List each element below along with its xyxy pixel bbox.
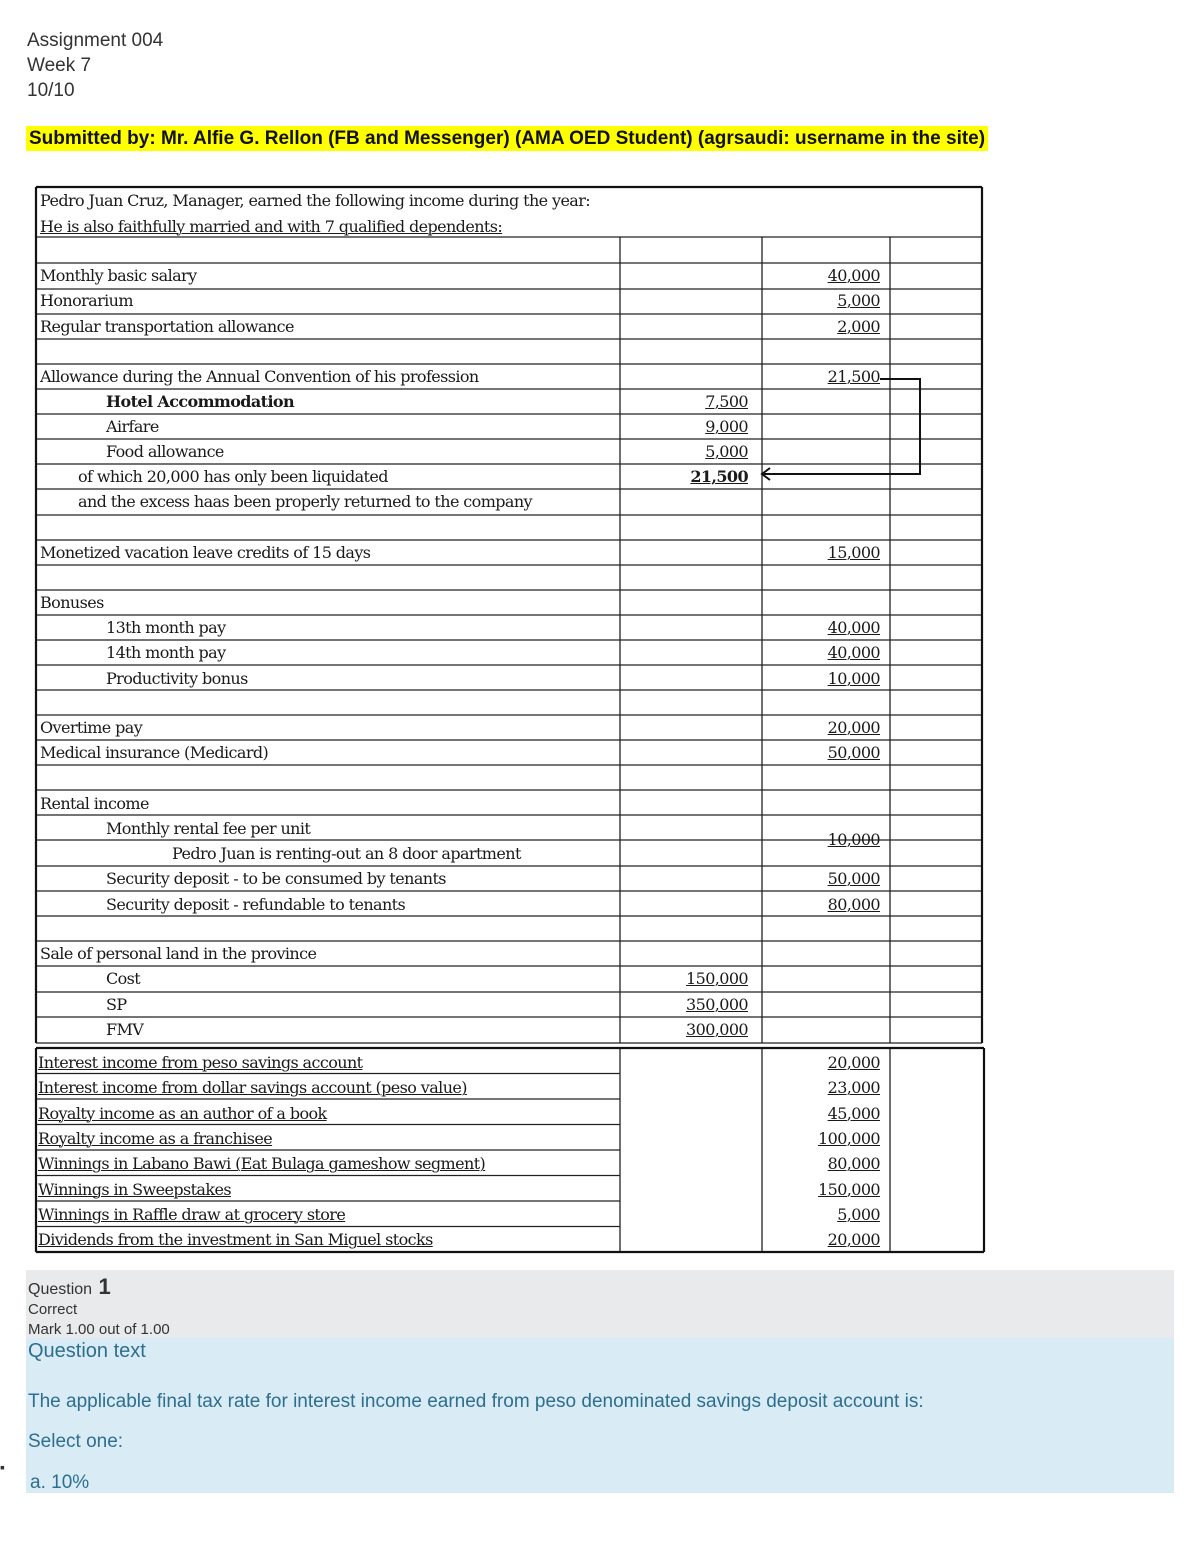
question-number: 1	[98, 1274, 111, 1299]
row-label: Productivity bonus	[106, 669, 248, 688]
score-label: 10/10	[27, 80, 75, 101]
income-label: Interest income from dollar savings account (peso value)	[38, 1078, 467, 1098]
row-value: 15,000	[827, 543, 880, 562]
row-sub-value: 9,000	[705, 417, 748, 436]
row-label: and the excess haas been properly returned to the company	[78, 492, 532, 511]
question-text-heading: Question text	[28, 1340, 146, 1362]
row-value: 40,000	[827, 618, 880, 637]
row-label: Regular transportation allowance	[40, 317, 294, 336]
income-label: Winnings in Sweepstakes	[38, 1179, 231, 1199]
question-body: The applicable final tax rate for interest income earned from peso denominated savings deposit account is:	[28, 1391, 924, 1412]
income-label: Royalty income as an author of a book	[38, 1103, 327, 1123]
income-label: Winnings in Labano Bawi (Eat Bulaga gameshow segment)	[38, 1154, 486, 1174]
income-label: Interest income from peso savings account	[38, 1053, 363, 1072]
row-label: Monthly rental fee per unit	[106, 819, 311, 838]
income-label: Royalty income as a franchisee	[38, 1128, 273, 1148]
income-value: 5,000	[837, 1204, 880, 1224]
row-sub-value: 7,500	[705, 392, 748, 411]
income-value: 150,000	[818, 1179, 880, 1199]
row-label: Medical insurance (Medicard)	[40, 743, 269, 762]
flag-icon[interactable]: ▪	[0, 1459, 5, 1475]
income-value: 20,000	[827, 1230, 880, 1250]
row-value: 21,500	[827, 367, 880, 386]
income-value: 45,000	[827, 1103, 880, 1123]
row-value: 50,000	[827, 869, 880, 888]
select-one-label: Select one:	[28, 1431, 124, 1452]
income-label: Dividends from the investment in San Miguel stocks	[38, 1230, 433, 1250]
row-label: FMV	[106, 1020, 144, 1039]
row-label: 13th month pay	[106, 618, 226, 637]
row-label: Cost	[106, 969, 141, 988]
row-label: Bonuses	[40, 593, 104, 612]
income-value: 23,000	[827, 1078, 880, 1098]
row-value: 2,000	[837, 317, 880, 336]
row-label: Security deposit - refundable to tenants	[106, 895, 406, 914]
assignment-title: Assignment 004	[27, 30, 164, 51]
row-value: 50,000	[827, 743, 880, 762]
row-value: 40,000	[827, 643, 880, 662]
row-value: 20,000	[827, 718, 880, 737]
row-label: Sale of personal land in the province	[40, 944, 317, 963]
income-value: 100,000	[818, 1128, 880, 1148]
row-value: 10,000	[827, 669, 880, 688]
question-text-panel	[26, 1338, 1174, 1493]
row-label: of which 20,000 has only been liquidated	[78, 467, 388, 486]
row-label: Honorarium	[40, 291, 133, 310]
row-label: Allowance during the Annual Convention of his profession	[40, 367, 479, 386]
question-number-label: Question 1	[28, 1274, 111, 1299]
submitted-by-banner: Submitted by: Mr. Alfie G. Rellon (FB and Messenger) (AMA OED Student) (agrsaudi: username in the site)	[26, 126, 988, 151]
row-label: Monetized vacation leave credits of 15 days	[40, 543, 371, 562]
row-sub-value: 150,000	[686, 969, 748, 988]
row-sub-value: 300,000	[686, 1020, 748, 1039]
question-state: Correct	[28, 1301, 78, 1318]
row-label: Food allowance	[106, 442, 224, 461]
row-sub-value: 5,000	[705, 442, 748, 461]
row-label: Hotel Accommodation	[106, 392, 295, 411]
week-label: Week 7	[27, 55, 92, 76]
income-label: Winnings in Raffle draw at grocery store	[38, 1204, 346, 1224]
row-label: Monthly basic salary	[40, 266, 197, 285]
question-info	[26, 1270, 1174, 1338]
row-label: 14th month pay	[106, 643, 226, 662]
row-value: 10,000	[827, 830, 880, 849]
bracket-arrow-icon	[762, 379, 920, 480]
question-mark: Mark 1.00 out of 1.00	[28, 1321, 170, 1338]
row-label: Rental income	[40, 794, 149, 813]
answer-option-a[interactable]: a. 10%	[30, 1472, 90, 1493]
intro-line-2: He is also faithfully married and with 7 qualified dependents:	[40, 217, 503, 236]
intro-line-1: Pedro Juan Cruz, Manager, earned the following income during the year:	[40, 191, 591, 210]
income-value: 20,000	[827, 1053, 880, 1072]
row-label: Security deposit - to be consumed by tenants	[106, 869, 446, 888]
row-label: Pedro Juan is renting-out an 8 door apartment	[172, 844, 521, 863]
row-sub-value: 21,500	[690, 467, 748, 486]
income-value: 80,000	[827, 1154, 880, 1174]
row-value: 40,000	[827, 266, 880, 285]
row-value: 80,000	[827, 895, 880, 914]
row-value: 5,000	[837, 291, 880, 310]
row-label: Airfare	[106, 417, 159, 436]
row-label: Overtime pay	[40, 718, 143, 737]
row-label: SP	[106, 995, 127, 1014]
row-sub-value: 350,000	[686, 995, 748, 1014]
